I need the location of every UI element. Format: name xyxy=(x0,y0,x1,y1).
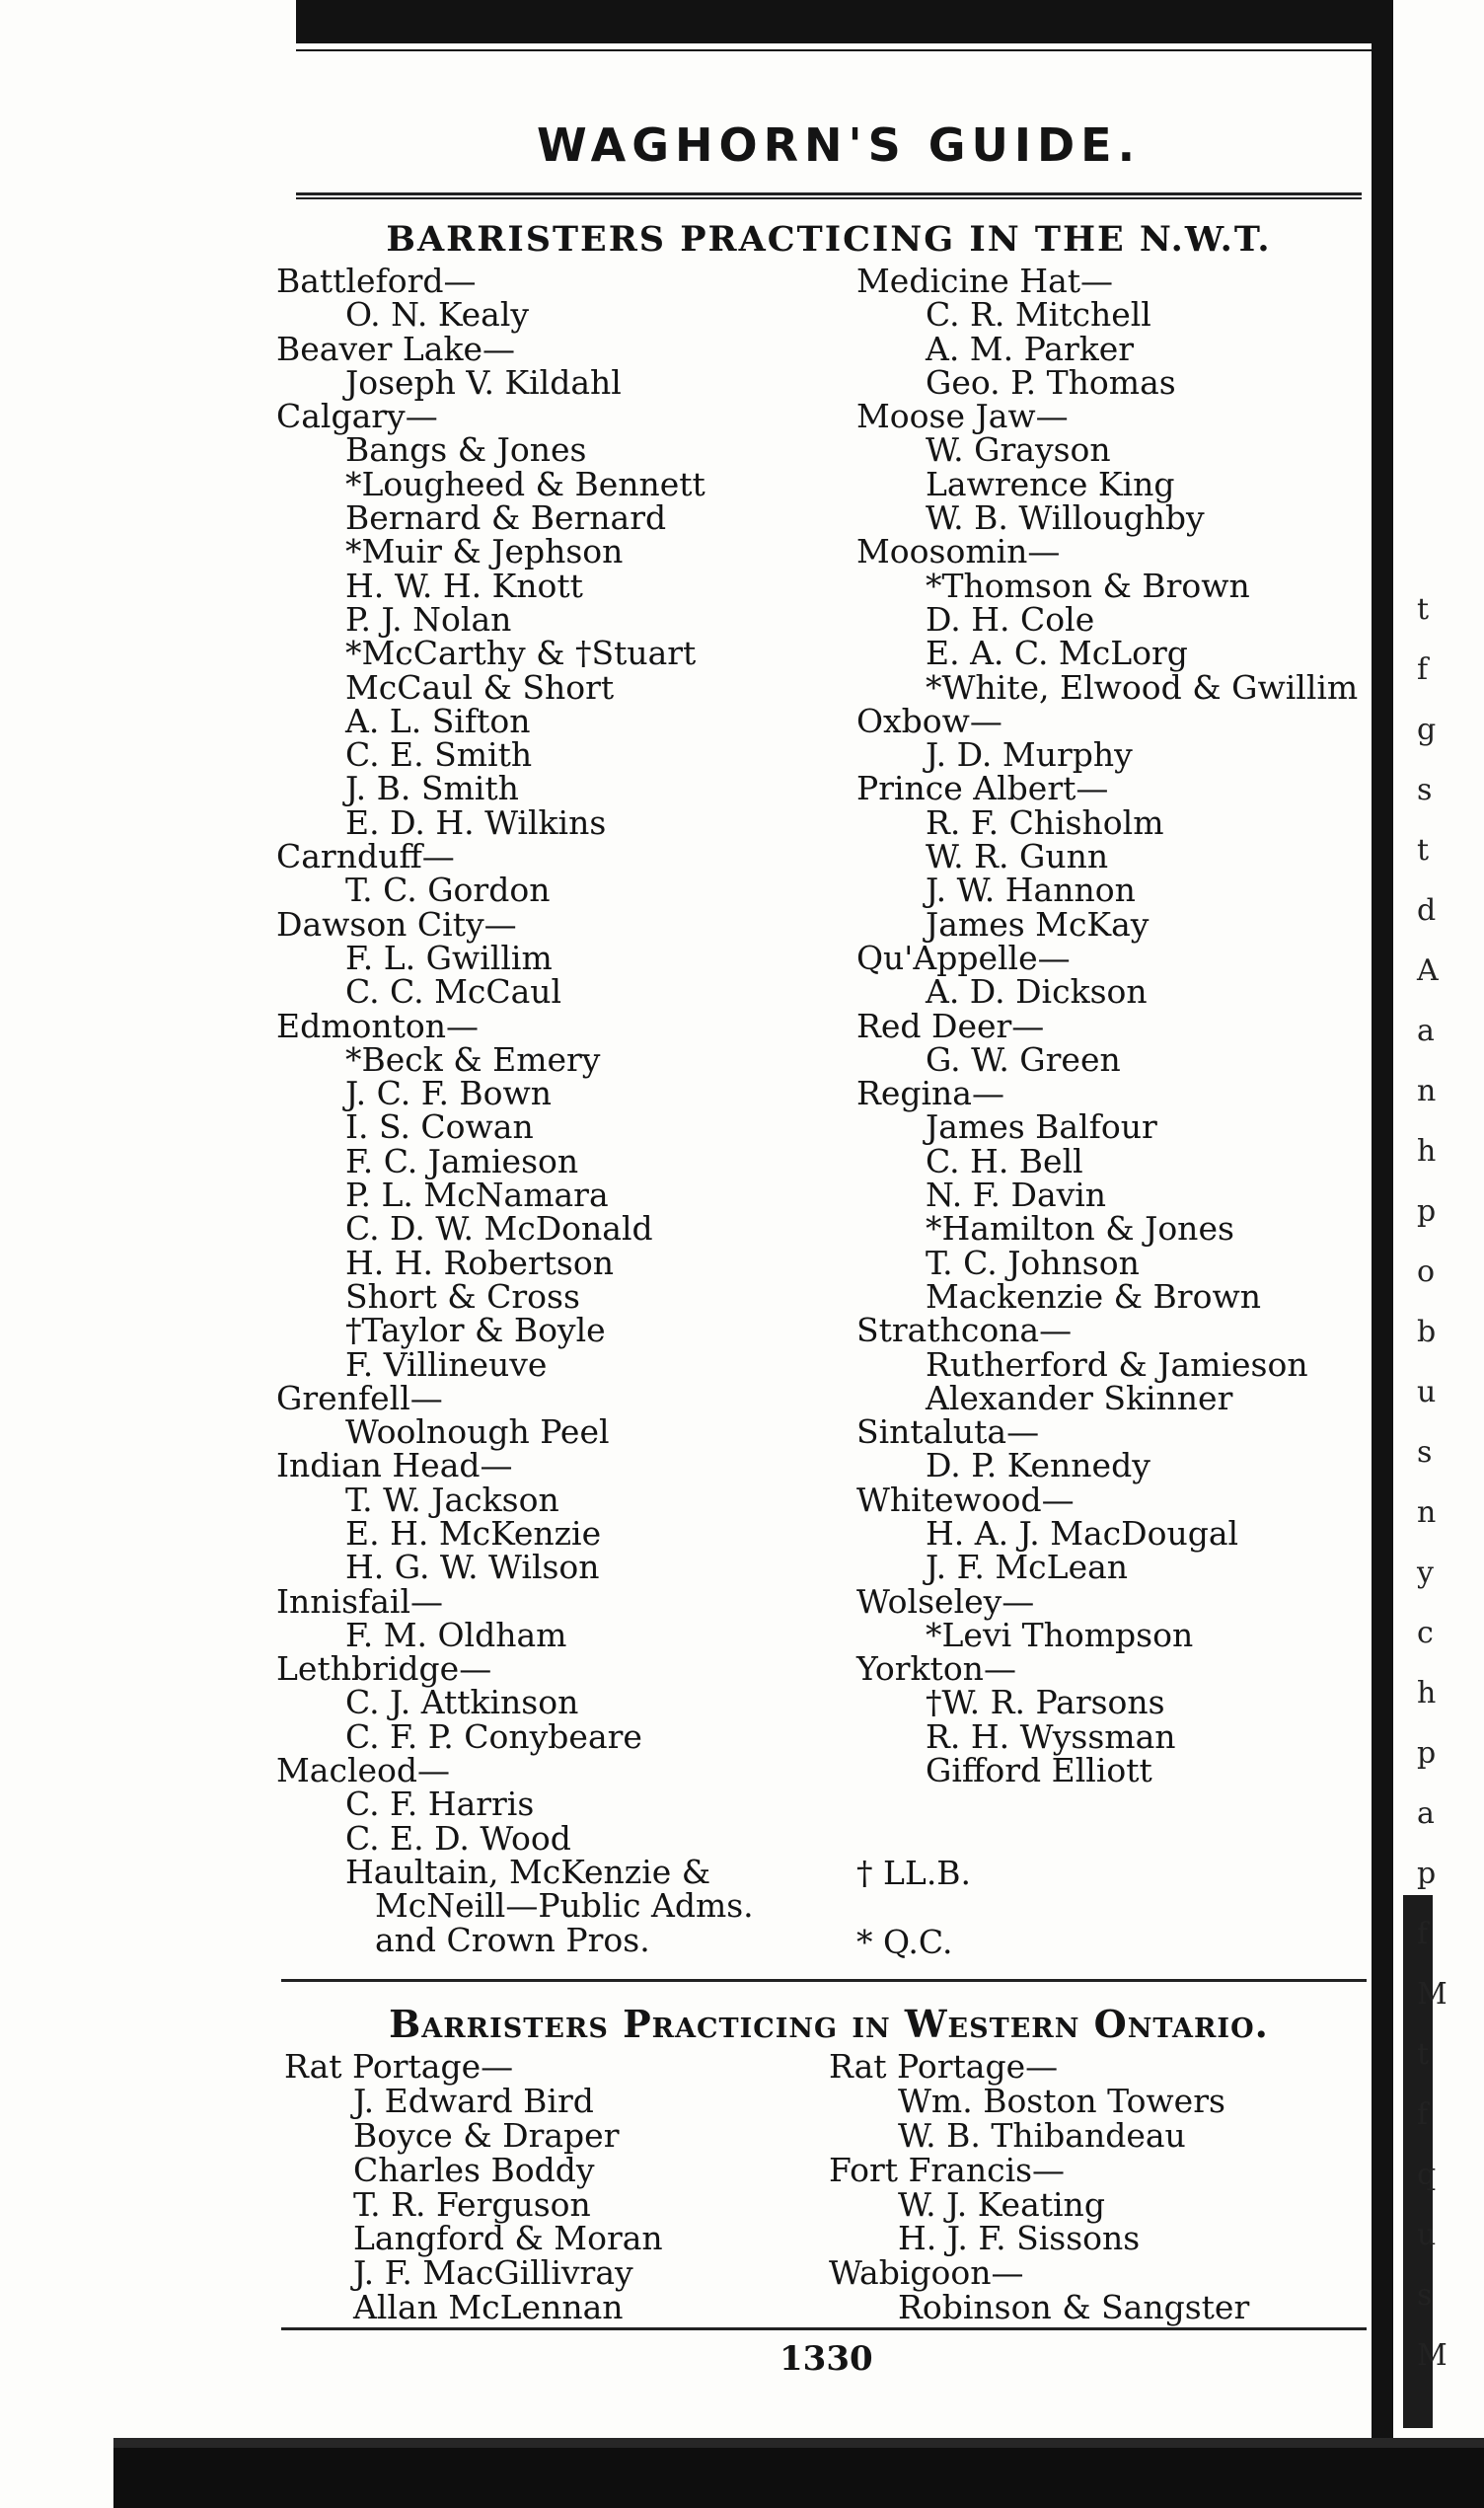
barrister-entry: W. J. Keating xyxy=(898,2184,1105,2224)
barrister-entry: T. C. Gordon xyxy=(345,871,551,910)
place-heading: Regina— xyxy=(856,1074,1004,1113)
barrister-entry: H. H. Robertson xyxy=(345,1243,614,1282)
barrister-entry: F. Villineuve xyxy=(345,1344,548,1384)
barrister-entry: W. Grayson xyxy=(926,430,1111,470)
barrister-entry: H. W. H. Knott xyxy=(345,566,583,605)
barrister-entry: J. F. McLean xyxy=(926,1548,1129,1587)
right-margin-bleed-text xyxy=(1411,592,1484,2468)
section1-left-column xyxy=(276,262,754,1959)
margin-letter: b xyxy=(1417,1315,1437,1349)
barrister-entry: R. H. Wyssman xyxy=(926,1716,1176,1756)
barrister-entry: *Lougheed & Bennett xyxy=(345,464,705,503)
margin-letter: M xyxy=(1417,2338,1447,2373)
place-heading: Macleod— xyxy=(276,1751,451,1790)
place-heading: Sintaluta— xyxy=(856,1412,1040,1452)
barrister-entry: C. E. D. Wood xyxy=(345,1818,571,1858)
margin-letter: p xyxy=(1417,1736,1437,1771)
barrister-entry: T. W. Jackson xyxy=(345,1480,559,1519)
barrister-entry: E. D. H. Wilkins xyxy=(345,802,607,842)
place-heading: Carnduff— xyxy=(276,837,455,876)
barrister-entry: Haultain, McKenzie & xyxy=(345,1852,711,1891)
barrister-entry: H. A. J. MacDougal xyxy=(926,1513,1239,1553)
barrister-entry: McCaul & Short xyxy=(345,667,615,707)
place-heading: Rat Portage— xyxy=(829,2047,1059,2086)
margin-letter: f xyxy=(1417,2097,1429,2132)
margin-letter: y xyxy=(1417,1556,1434,1590)
place-heading: Red Deer— xyxy=(856,1006,1045,1045)
barrister-entry: Mackenzie & Brown xyxy=(926,1276,1261,1316)
barrister-entry: R. F. Chisholm xyxy=(926,802,1164,842)
place-heading: Innisfail— xyxy=(276,1581,444,1621)
barrister-entry: F. M. Oldham xyxy=(345,1615,567,1654)
barrister-entry: †W. R. Parsons xyxy=(926,1683,1165,1722)
barrister-entry: N. F. Davin xyxy=(926,1176,1107,1215)
margin-letter: u xyxy=(1417,1375,1437,1409)
margin-letter: d xyxy=(1417,893,1437,928)
margin-letter: f xyxy=(1417,1917,1429,1951)
place-heading: Whitewood— xyxy=(856,1480,1075,1519)
margin-letter: q xyxy=(1417,2158,1437,2192)
barrister-entry: C. F. P. Conybeare xyxy=(345,1716,642,1756)
section-divider xyxy=(281,1979,1367,1982)
place-heading: Moose Jaw— xyxy=(856,397,1069,436)
place-heading: Prince Albert— xyxy=(856,769,1109,808)
barrister-entry: Gifford Elliott xyxy=(926,1751,1152,1790)
barrister-entry: Bangs & Jones xyxy=(345,430,587,470)
barrister-entry: J. Edward Bird xyxy=(353,2081,594,2120)
margin-letter: g xyxy=(1417,713,1437,747)
scan-edge-bottom-gap xyxy=(113,2438,1484,2448)
barrister-entry: F. L. Gwillim xyxy=(345,938,553,977)
barrister-entry: E. A. C. McLorg xyxy=(926,634,1188,673)
place-heading: Wolseley— xyxy=(856,1581,1035,1621)
place-heading: Fort Francis— xyxy=(829,2150,1066,2189)
margin-letter: h xyxy=(1417,1676,1437,1710)
barrister-entry: O. N. Kealy xyxy=(345,295,530,335)
barrister-entry: C. C. McCaul xyxy=(345,972,562,1012)
barrister-entry: F. C. Jamieson xyxy=(345,1141,579,1180)
barrister-entry: P. L. McNamara xyxy=(345,1176,609,1215)
barrister-entry: A. M. Parker xyxy=(926,329,1135,368)
barrister-entry: J. D. Murphy xyxy=(926,735,1133,775)
barrister-entry: Boyce & Draper xyxy=(353,2115,620,2155)
title-rule xyxy=(296,192,1362,199)
barrister-entry: J. C. F. Bown xyxy=(345,1074,553,1113)
margin-letter: s xyxy=(1417,773,1433,807)
place-heading: Wabigoon— xyxy=(829,2253,1024,2293)
scan-edge-top-gap xyxy=(296,43,1372,49)
scan-edge-bottom xyxy=(113,2438,1484,2508)
place-heading: Qu'Appelle— xyxy=(856,938,1071,977)
barrister-entry: E. H. McKenzie xyxy=(345,1513,602,1553)
barrister-entry: W. R. Gunn xyxy=(926,837,1109,876)
barrister-entry: Alexander Skinner xyxy=(926,1378,1233,1417)
margin-letter: n xyxy=(1417,1074,1437,1108)
margin-letter: A xyxy=(1417,953,1439,988)
margin-letter: p xyxy=(1417,1857,1437,1891)
barrister-entry: J. W. Hannon xyxy=(926,871,1136,910)
barrister-entry: Woolnough Peel xyxy=(345,1412,610,1452)
place-heading: Oxbow— xyxy=(856,701,1002,740)
footnotes xyxy=(856,1854,971,1992)
barrister-entry: Bernard & Bernard xyxy=(345,498,667,538)
margin-letter: t xyxy=(1417,592,1430,627)
place-heading: Edmonton— xyxy=(276,1006,480,1045)
margin-letter: f xyxy=(1417,652,1429,687)
barrister-entry: J. B. Smith xyxy=(345,769,519,808)
barrister-entry: Charles Boddy xyxy=(353,2150,595,2189)
barrister-entry: *Thomson & Brown xyxy=(926,566,1250,605)
barrister-entry: *Muir & Jephson xyxy=(345,532,624,571)
barrister-entry: Allan McLennan xyxy=(353,2288,624,2327)
barrister-entry: C. J. Attkinson xyxy=(345,1683,579,1722)
margin-letter: s xyxy=(1417,1435,1433,1470)
barrister-entry: McNeill—Public Adms. xyxy=(375,1886,754,1926)
section2-heading: Barristers Practicing in Western Ontario. xyxy=(389,2002,1269,2046)
barrister-entry: *Hamilton & Jones xyxy=(926,1209,1234,1249)
section2-left-column xyxy=(284,2047,663,2327)
margin-letter: n xyxy=(1417,1495,1437,1530)
barrister-entry: C. D. W. McDonald xyxy=(345,1209,653,1249)
place-heading: Moosomin— xyxy=(856,532,1061,571)
margin-letter: M xyxy=(1417,1977,1447,2012)
barrister-entry: Joseph V. Kildahl xyxy=(345,362,622,402)
margin-letter: u xyxy=(1417,2218,1437,2252)
footnote-qc: * Q.C. xyxy=(856,1923,953,1961)
place-heading: Indian Head— xyxy=(276,1446,513,1485)
barrister-entry: C. R. Mitchell xyxy=(926,295,1151,335)
place-heading: Medicine Hat— xyxy=(856,262,1114,300)
barrister-entry: Wm. Boston Towers xyxy=(898,2081,1225,2120)
barrister-entry: P. J. Nolan xyxy=(345,599,512,639)
barrister-entry: Langford & Moran xyxy=(353,2219,663,2258)
scan-edge-right xyxy=(1372,0,1393,2438)
barrister-entry: A. L. Sifton xyxy=(345,701,531,740)
barrister-entry: I. S. Cowan xyxy=(345,1107,534,1147)
barrister-entry: W. B. Thibandeau xyxy=(898,2115,1186,2155)
barrister-entry: D. P. Kennedy xyxy=(926,1446,1150,1485)
place-heading: Grenfell— xyxy=(276,1378,443,1417)
place-heading: Yorkton— xyxy=(856,1649,1016,1689)
barrister-entry: *McCarthy & †Stuart xyxy=(345,634,697,673)
place-heading: Calgary— xyxy=(276,397,438,436)
barrister-entry: Geo. P. Thomas xyxy=(926,362,1176,402)
barrister-entry: A. D. Dickson xyxy=(926,972,1148,1012)
place-heading: Beaver Lake— xyxy=(276,329,516,368)
margin-letter: a xyxy=(1417,1014,1435,1048)
barrister-entry: T. R. Ferguson xyxy=(353,2184,591,2224)
page-number: 1330 xyxy=(779,2339,873,2379)
place-heading: Rat Portage— xyxy=(284,2047,514,2086)
barrister-entry: W. B. Willoughby xyxy=(926,498,1205,538)
barrister-entry: James Balfour xyxy=(926,1107,1157,1147)
place-heading: Battleford— xyxy=(276,262,477,300)
barrister-entry: C. E. Smith xyxy=(345,735,533,775)
place-heading: Strathcona— xyxy=(856,1311,1073,1350)
barrister-entry: H. J. F. Sissons xyxy=(898,2219,1141,2258)
barrister-entry: C. F. Harris xyxy=(345,1785,535,1824)
margin-letter: t xyxy=(1417,2037,1430,2072)
margin-letter: c xyxy=(1417,1616,1434,1650)
bottom-rule xyxy=(281,2327,1367,2330)
barrister-entry: D. H. Cole xyxy=(926,599,1095,639)
page-title: WAGHORN'S GUIDE. xyxy=(536,118,1142,172)
footnote-llb: † LL.B. xyxy=(856,1854,972,1892)
barrister-entry: James McKay xyxy=(926,904,1150,944)
barrister-entry: Short & Cross xyxy=(345,1276,580,1316)
barrister-entry: T. C. Johnson xyxy=(926,1243,1140,1282)
margin-letter: t xyxy=(1417,833,1430,868)
barrister-entry: and Crown Pros. xyxy=(375,1920,650,1959)
margin-letter: p xyxy=(1417,1194,1437,1229)
barrister-entry: H. G. W. Wilson xyxy=(345,1548,600,1587)
section2-right-column xyxy=(829,2047,1250,2327)
place-heading: Lethbridge— xyxy=(276,1649,492,1689)
barrister-entry: Lawrence King xyxy=(926,464,1175,503)
barrister-entry: †Taylor & Boyle xyxy=(345,1311,606,1350)
margin-letter: a xyxy=(1417,1796,1435,1831)
section1-heading: BARRISTERS PRACTICING IN THE N.W.T. xyxy=(386,219,1272,260)
place-heading: Dawson City— xyxy=(276,904,517,944)
barrister-entry: *White, Elwood & Gwillim xyxy=(926,667,1359,707)
margin-letter: h xyxy=(1417,1134,1437,1169)
barrister-entry: G. W. Green xyxy=(926,1039,1121,1079)
barrister-entry: Rutherford & Jamieson xyxy=(926,1344,1308,1384)
barrister-entry: *Levi Thompson xyxy=(926,1615,1194,1654)
barrister-entry: *Beck & Emery xyxy=(345,1039,601,1079)
section1-right-column xyxy=(856,262,1359,1790)
margin-letter: o xyxy=(1417,1254,1436,1289)
barrister-entry: C. H. Bell xyxy=(926,1141,1083,1180)
margin-letter: s xyxy=(1417,2278,1433,2313)
barrister-entry: J. F. MacGillivray xyxy=(353,2253,633,2293)
barrister-entry: Robinson & Sangster xyxy=(898,2288,1250,2327)
